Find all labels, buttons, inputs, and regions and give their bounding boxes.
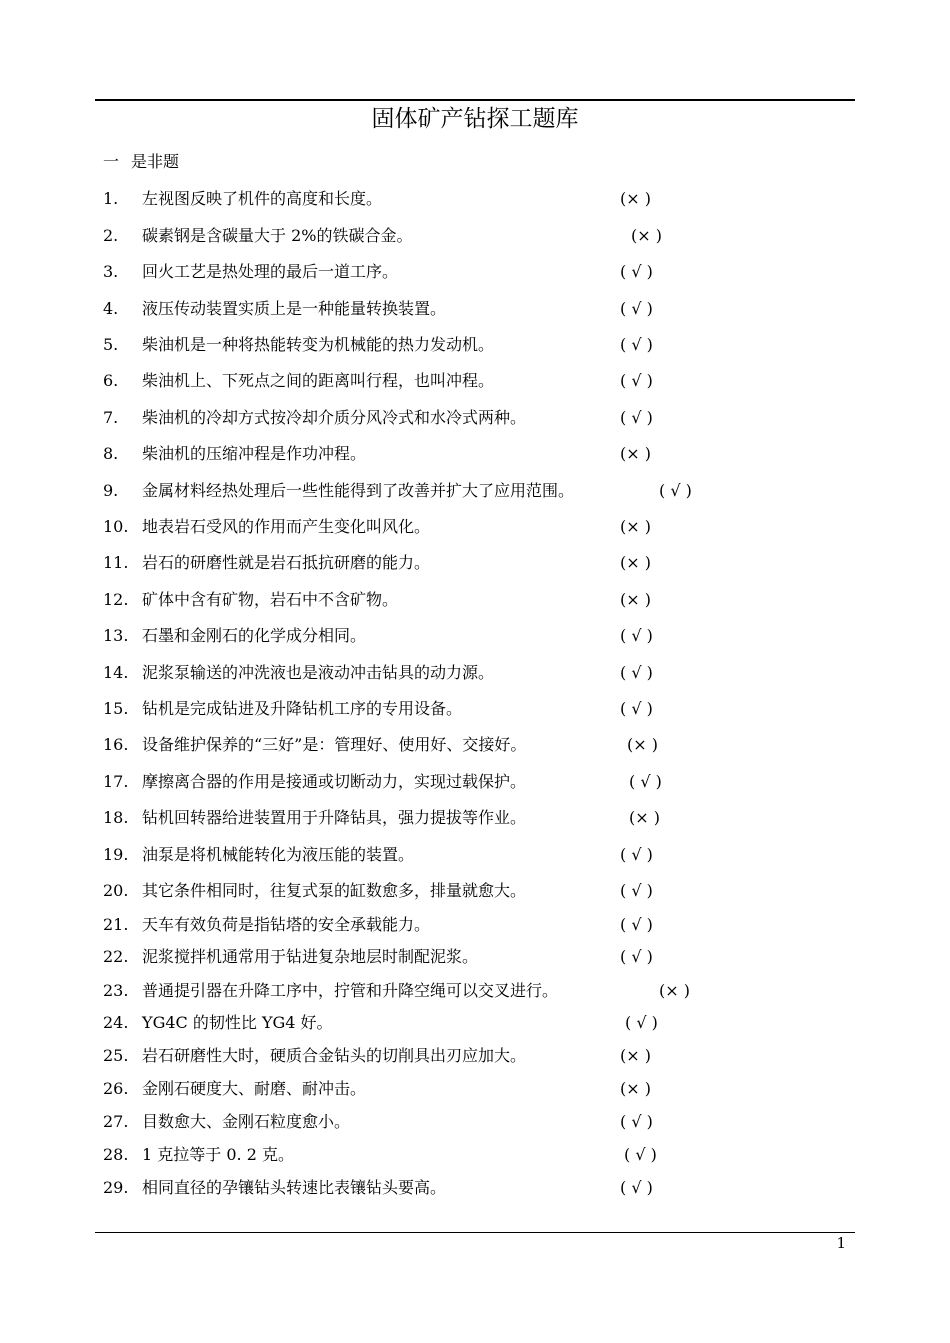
question-number: 20.: [103, 881, 129, 900]
answer-mark: ( √ ): [620, 1178, 653, 1197]
question-text: 碳素钢是含碳量大于 2%的铁碳合金。: [142, 226, 413, 245]
answer-mark: ( √ ): [625, 1013, 658, 1032]
question-row: [0, 945, 950, 969]
question-row: [0, 333, 950, 357]
question-number: 15.: [103, 699, 129, 718]
question-text: 目数愈大、金刚石粒度愈小。: [142, 1112, 351, 1131]
question-number: 18.: [103, 808, 129, 827]
answer-mark: (× ): [631, 226, 662, 245]
question-number: 3.: [103, 262, 119, 281]
answer-mark: ( √ ): [620, 699, 653, 718]
answer-mark: ( √ ): [659, 481, 692, 500]
question-text: 泥浆搅拌机通常用于钻进复杂地层时制配泥浆。: [142, 947, 479, 966]
question-number: 16.: [103, 735, 129, 754]
answer-mark: ( √ ): [620, 845, 653, 864]
question-number: 2.: [103, 226, 119, 245]
question-text: 金属材料经热处理后一些性能得到了改善并扩大了应用范围。: [142, 481, 575, 500]
question-row: [0, 879, 950, 903]
answer-mark: (× ): [620, 517, 651, 536]
question-text: 钻机回转器给进装置用于升降钻具，强力提拔等作业。: [142, 808, 527, 827]
answer-mark: ( √ ): [620, 299, 653, 318]
question-text: 普通提引器在升降工序中，拧管和升降空绳可以交叉进行。: [142, 981, 559, 1000]
question-row: [0, 1176, 950, 1200]
question-row: [0, 1077, 950, 1101]
answer-mark: ( √ ): [620, 1112, 653, 1131]
answer-mark: ( √ ): [620, 262, 653, 281]
section-label: 是非题: [131, 152, 180, 171]
question-row: [0, 1143, 950, 1167]
question-row: [0, 442, 950, 466]
question-row: [0, 369, 950, 393]
question-text: 其它条件相同时，往复式泵的缸数愈多，排量就愈大。: [142, 881, 527, 900]
question-number: 26.: [103, 1079, 129, 1098]
question-number: 14.: [103, 663, 129, 682]
answer-mark: ( √ ): [624, 1145, 657, 1164]
question-number: 17.: [103, 772, 129, 791]
question-row: [0, 733, 950, 757]
question-number: 8.: [103, 444, 119, 463]
section-heading: [103, 150, 179, 174]
question-number: 27.: [103, 1112, 129, 1131]
question-text: 泥浆泵输送的冲洗液也是液动冲击钻具的动力源。: [142, 663, 495, 682]
answer-mark: ( √ ): [620, 626, 653, 645]
question-text: 天车有效负荷是指钻塔的安全承载能力。: [142, 915, 431, 934]
question-row: [0, 843, 950, 867]
question-number: 13.: [103, 626, 129, 645]
answer-mark: ( √ ): [620, 335, 653, 354]
answer-mark: (× ): [620, 444, 651, 463]
question-row: [0, 224, 950, 248]
question-text: 设备维护保养的“三好”是：管理好、使用好、交接好。: [142, 735, 527, 754]
answer-mark: (× ): [620, 553, 651, 572]
question-row: [0, 297, 950, 321]
question-number: 6.: [103, 371, 119, 390]
question-number: 5.: [103, 335, 119, 354]
question-number: 21.: [103, 915, 129, 934]
question-number: 23.: [103, 981, 129, 1000]
question-row: [0, 551, 950, 575]
answer-mark: (× ): [659, 981, 690, 1000]
question-text: 1 克拉等于 0. 2 克。: [142, 1145, 294, 1164]
answer-mark: ( √ ): [620, 915, 653, 934]
question-text: 液压传动装置实质上是一种能量转换装置。: [142, 299, 447, 318]
question-number: 19.: [103, 845, 129, 864]
question-number: 10.: [103, 517, 129, 536]
question-row: [0, 770, 950, 794]
question-row: [0, 979, 950, 1003]
question-text: 矿体中含有矿物，岩石中不含矿物。: [142, 590, 399, 609]
question-text: 摩擦离合器的作用是接通或切断动力，实现过载保护。: [142, 772, 527, 791]
question-row: [0, 1011, 950, 1035]
question-row: [0, 260, 950, 284]
question-row: [0, 806, 950, 830]
question-text: 柴油机的冷却方式按冷却介质分风冷式和水冷式两种。: [142, 408, 527, 427]
question-number: 9.: [103, 481, 119, 500]
question-number: 25.: [103, 1046, 129, 1065]
question-text: 金刚石硬度大、耐磨、耐冲击。: [142, 1079, 367, 1098]
answer-mark: (× ): [620, 1079, 651, 1098]
answer-mark: ( √ ): [620, 947, 653, 966]
question-text: 回火工艺是热处理的最后一道工序。: [142, 262, 399, 281]
question-row: [0, 913, 950, 937]
question-row: [0, 1044, 950, 1068]
header-rule: [95, 99, 855, 101]
question-text: 钻机是完成钻进及升降钻机工序的专用设备。: [142, 699, 463, 718]
answer-mark: ( √ ): [620, 663, 653, 682]
question-text: 柴油机的压缩冲程是作功冲程。: [142, 444, 367, 463]
question-number: 11.: [103, 553, 129, 572]
question-row: [0, 187, 950, 211]
question-text: 柴油机上、下死点之间的距离叫行程，也叫冲程。: [142, 371, 495, 390]
question-number: 29.: [103, 1178, 129, 1197]
footer-rule: [95, 1232, 855, 1233]
answer-mark: (× ): [629, 808, 660, 827]
answer-mark: ( √ ): [629, 772, 662, 791]
question-row: [0, 588, 950, 612]
question-text: 柴油机是一种将热能转变为机械能的热力发动机。: [142, 335, 495, 354]
question-number: 28.: [103, 1145, 129, 1164]
answer-mark: (× ): [620, 590, 651, 609]
page-title: 固体矿产钻探工题库: [371, 106, 579, 132]
question-number: 1.: [103, 189, 119, 208]
question-number: 22.: [103, 947, 129, 966]
answer-mark: (× ): [620, 1046, 651, 1065]
question-row: [0, 1110, 950, 1134]
question-row: [0, 697, 950, 721]
question-text: 石墨和金刚石的化学成分相同。: [142, 626, 367, 645]
answer-mark: (× ): [620, 189, 651, 208]
question-text: 岩石的研磨性就是岩石抵抗研磨的能力。: [142, 553, 431, 572]
question-text: 相同直径的孕镶钻头转速比表镶钻头要高。: [142, 1178, 447, 1197]
question-text: 左视图反映了机件的高度和长度。: [142, 189, 383, 208]
answer-mark: ( √ ): [620, 408, 653, 427]
section-number: 一: [103, 152, 120, 171]
answer-mark: ( √ ): [620, 371, 653, 390]
question-row: [0, 624, 950, 648]
question-row: [0, 661, 950, 685]
question-text: 岩石研磨性大时，硬质合金钻头的切削具出刃应加大。: [142, 1046, 527, 1065]
question-row: [0, 515, 950, 539]
question-text: 油泵是将机械能转化为液压能的装置。: [142, 845, 415, 864]
page-number: 1: [836, 1234, 846, 1252]
question-text: 地表岩石受风的作用而产生变化叫风化。: [142, 517, 431, 536]
question-number: 24.: [103, 1013, 129, 1032]
question-number: 12.: [103, 590, 129, 609]
question-row: [0, 479, 950, 503]
question-number: 7.: [103, 408, 119, 427]
question-row: [0, 406, 950, 430]
question-text: YG4C 的韧性比 YG4 好。: [142, 1013, 333, 1032]
answer-mark: (× ): [627, 735, 658, 754]
answer-mark: ( √ ): [620, 881, 653, 900]
question-number: 4.: [103, 299, 119, 318]
